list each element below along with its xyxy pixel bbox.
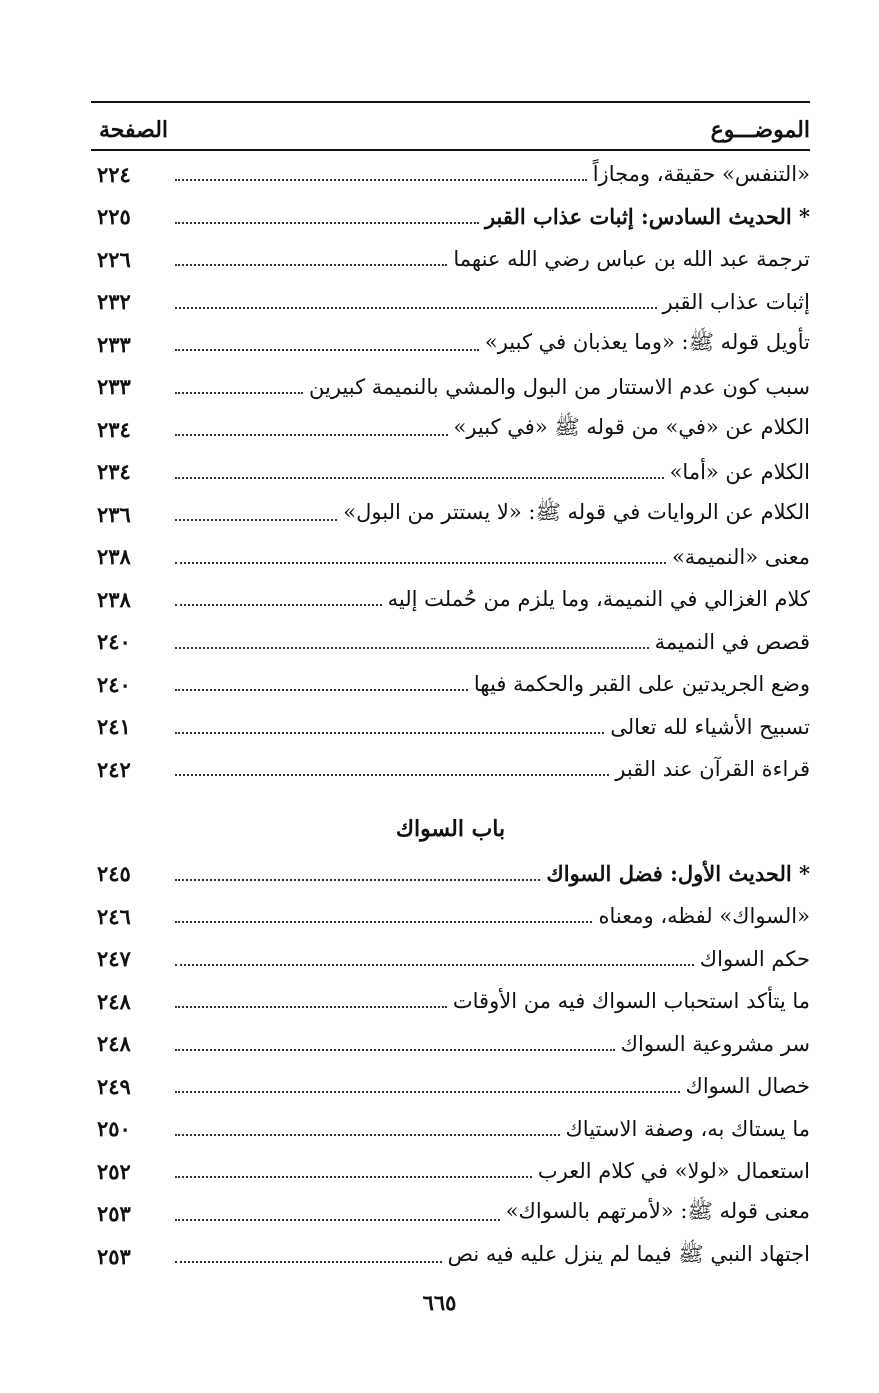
toc-entry[interactable] [91, 706, 810, 749]
entry-page-number: ٢٤٠ [97, 629, 131, 655]
toc-entry[interactable] [91, 578, 810, 621]
dot-leader [175, 964, 694, 966]
entry-page-number: ٢٤٦ [97, 903, 131, 929]
dot-leader [175, 732, 604, 734]
dot-leader [175, 1176, 532, 1178]
entry-page-number: ٢٣٤ [97, 459, 131, 485]
dot-leader [175, 604, 382, 606]
entry-title: وضع الجريدتين على القبر والحكمة فيها [473, 672, 810, 697]
toc-list-part2 [91, 853, 810, 1278]
entry-page-number: ٢٢٤ [97, 161, 131, 187]
entry-title: سر مشروعية السواك [620, 1031, 810, 1056]
toc-entry[interactable] [91, 196, 810, 239]
toc-entry[interactable] [91, 281, 810, 324]
toc-entry[interactable] [91, 238, 810, 281]
entry-title: تأويل قوله ﷺ: «وما يعذبان في كبير» [484, 329, 810, 354]
entry-page-number: ٢٣٤ [97, 416, 131, 442]
dot-leader [175, 179, 587, 181]
topic-column-label: الموضـــوع [710, 117, 810, 143]
dot-leader [175, 519, 337, 521]
toc-entry[interactable] [91, 1023, 810, 1066]
entry-title: الكلام عن «أما» [669, 459, 810, 484]
entry-page-number: ٢٤٥ [97, 861, 131, 887]
entry-title: * الحديث السادس: إثبات عذاب القبر [484, 204, 810, 230]
entry-title: * الحديث الأول: فضل السواك [546, 861, 810, 887]
dot-leader [175, 1006, 447, 1008]
entry-title: خصال السواك [685, 1074, 810, 1099]
toc-entry[interactable] [91, 1108, 810, 1151]
header-bottom-rule [91, 149, 810, 151]
toc-entry[interactable] [91, 1150, 810, 1193]
toc-entry[interactable] [91, 1235, 810, 1278]
toc-entry[interactable] [91, 853, 810, 896]
entry-title: الكلام عن الروايات في قوله ﷺ: «لا يستتر من البول» [343, 499, 810, 524]
entry-page-number: ٢٥٠ [97, 1116, 131, 1142]
entry-page-number: ٢٥٢ [97, 1158, 131, 1184]
dot-leader [175, 647, 649, 649]
dot-leader [175, 774, 609, 776]
entry-page-number: ٢٤٧ [97, 946, 131, 972]
toc-entry[interactable] [91, 536, 810, 579]
toc-entry[interactable] [91, 1065, 810, 1108]
toc-entry[interactable] [91, 895, 810, 938]
toc-header [91, 103, 810, 149]
toc-page [91, 101, 810, 1278]
entry-page-number: ٢٣٣ [97, 374, 131, 400]
dot-leader [175, 307, 657, 309]
entry-title: «التنفس» حقيقة، ومجازاً [592, 162, 810, 187]
toc-entry[interactable] [91, 980, 810, 1023]
entry-title: سبب كون عدم الاستتار من البول والمشي بالنميمة كبيرين [308, 374, 810, 399]
entry-title: الكلام عن «في» من قوله ﷺ «في كبير» [453, 414, 810, 439]
dot-leader [175, 1219, 500, 1221]
toc-entry[interactable] [91, 408, 810, 451]
entry-page-number: ٢٢٦ [97, 246, 131, 272]
entry-title: كلام الغزالي في النميمة، وما يلزم من حُملت إليه [387, 587, 810, 612]
entry-page-number: ٢٤٩ [97, 1073, 131, 1099]
entry-page-number: ٢٢٥ [97, 204, 131, 230]
dot-leader [175, 392, 303, 394]
dot-leader [175, 1134, 560, 1136]
entry-title: إثبات عذاب القبر [662, 289, 810, 314]
entry-title: قراءة القرآن عند القبر [615, 757, 810, 782]
toc-entry[interactable] [91, 663, 810, 706]
dot-leader [175, 879, 540, 881]
dot-leader [175, 349, 479, 351]
entry-title: «السواك» لفظه، ومعناه [598, 904, 810, 929]
toc-entry[interactable] [91, 493, 810, 536]
entry-page-number: ٢٣٣ [97, 331, 131, 357]
toc-entry[interactable] [91, 153, 810, 196]
entry-page-number: ٢٣٢ [97, 289, 131, 315]
entry-page-number: ٢٥٣ [97, 1201, 131, 1227]
entry-page-number: ٢٤٨ [97, 1031, 131, 1057]
entry-page-number: ٢٤٢ [97, 756, 131, 782]
entry-title: تسبيح الأشياء لله تعالى [610, 714, 810, 739]
entry-page-number: ٢٣٨ [97, 544, 131, 570]
entry-page-number: ٢٤١ [97, 714, 131, 740]
toc-entry[interactable] [91, 748, 810, 791]
entry-title: معنى قوله ﷺ: «لأمرتهم بالسواك» [505, 1199, 810, 1224]
entry-title: ترجمة عبد الله بن عباس رضي الله عنهما [453, 247, 810, 272]
toc-list-part1 [91, 153, 810, 791]
entry-page-number: ٢٣٨ [97, 586, 131, 612]
toc-entry[interactable] [91, 1193, 810, 1236]
dot-leader [175, 264, 447, 266]
dot-leader [175, 222, 479, 224]
dot-leader [175, 1261, 442, 1263]
toc-entry[interactable] [91, 451, 810, 494]
entry-title: معنى «النميمة» [671, 544, 810, 569]
toc-entry[interactable] [91, 366, 810, 409]
entry-title: حكم السواك [699, 946, 810, 971]
dot-leader [175, 434, 448, 436]
entry-page-number: ٢٤٨ [97, 988, 131, 1014]
toc-entry[interactable] [91, 938, 810, 981]
entry-title: قصص في النميمة [654, 629, 810, 654]
dot-leader [175, 921, 592, 923]
entry-title: اجتهاد النبي ﷺ فيما لم ينزل عليه فيه نص [447, 1241, 810, 1266]
dot-leader [175, 1049, 615, 1051]
toc-entry[interactable] [91, 621, 810, 664]
dot-leader [175, 477, 664, 479]
entry-title: استعمال «لولا» في كلام العرب [537, 1159, 810, 1184]
section-title: باب السواك [395, 815, 506, 842]
toc-entry[interactable] [91, 323, 810, 366]
entry-title: ما يستاك به، وصفة الاستياك [565, 1116, 810, 1141]
entry-page-number: ٢٤٠ [97, 671, 131, 697]
page-number: ٦٦٥ [422, 1290, 457, 1315]
dot-leader [175, 689, 468, 691]
page-column-label: الصفحة [99, 117, 169, 143]
entry-page-number: ٢٣٦ [97, 501, 131, 527]
dot-leader [175, 562, 666, 564]
entry-title: ما يتأكد استحباب السواك فيه من الأوقات [452, 989, 810, 1014]
dot-leader [175, 1091, 680, 1093]
entry-page-number: ٢٥٣ [97, 1243, 131, 1269]
